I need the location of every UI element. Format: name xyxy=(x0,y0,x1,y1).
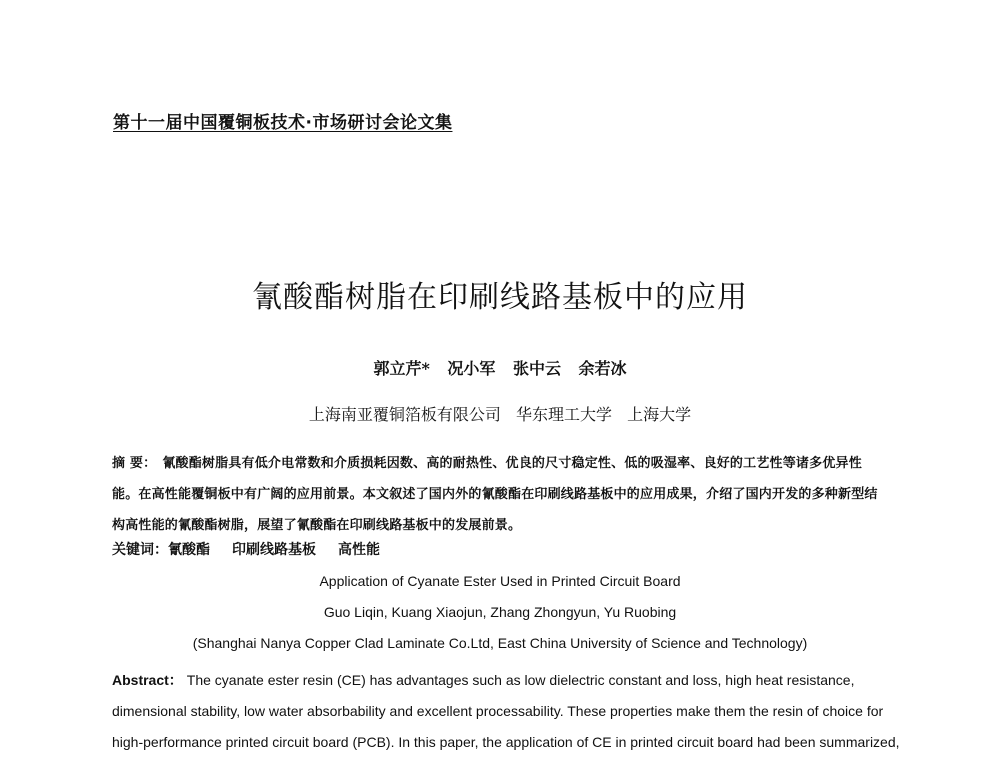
affiliations: 上海南亚覆铜箔板有限公司 华东理工大学 上海大学 xyxy=(308,405,692,424)
abstract-chinese-text: 氰酸酯树脂具有低介电常数和介质损耗因数、高的耐热性、优良的尺寸稳定性、低的吸湿率、良好的工艺性等诸多优异性能。在高性能覆铜板中有广阔的应用前景。本文叙述了国内外的氰酸酯在印刷线路基板中的应用成果，介绍了国内开发的多种新型结构高性能的氰酸酯树脂，展望了氰酸酯在印刷线路基板中的发展前景。 xyxy=(112,456,878,533)
english-title: Application of Cyanate Ester Used in Printed Circuit Board xyxy=(319,573,681,589)
paper-title: 氰酸酯树脂在印刷线路基板中的应用 xyxy=(252,280,748,315)
english-authors: Guo Liqin, Kuang Xiaojun, Zhang Zhongyun, Yu Ruobing xyxy=(323,604,677,620)
authors: 郭立芹* 况小军 张中云 余若冰 xyxy=(373,359,627,378)
keyword-item: 高性能 xyxy=(338,542,380,558)
keyword-item: 印刷线路基板 xyxy=(232,542,316,558)
keywords-label: 关键词： xyxy=(112,542,168,558)
proceedings-header: 第十一届中国覆铜板技术·市场研讨会论文集 xyxy=(113,113,453,133)
abstract-chinese-label: 摘 要： xyxy=(112,456,157,471)
abstract-chinese xyxy=(112,448,882,541)
abstract-english-label: Abstract： xyxy=(112,672,183,688)
abstract-english xyxy=(112,665,902,758)
abstract-english-text: The cyanate ester resin (CE) has advantages such as low dielectric constant and loss, high heat resistance, dimensional stability, low water absorbability and excellent processability. These properties make them the resin of choice for high-performance printed circuit board (PCB). In this paper, the application of CE in printed circuit board had been summarized, xyxy=(112,672,900,750)
keywords xyxy=(112,539,402,559)
keyword-item: 氰酸酯 xyxy=(168,542,210,558)
english-affiliations: (Shanghai Nanya Copper Clad Laminate Co.Ltd, East China University of Science and Technology) xyxy=(192,635,808,651)
